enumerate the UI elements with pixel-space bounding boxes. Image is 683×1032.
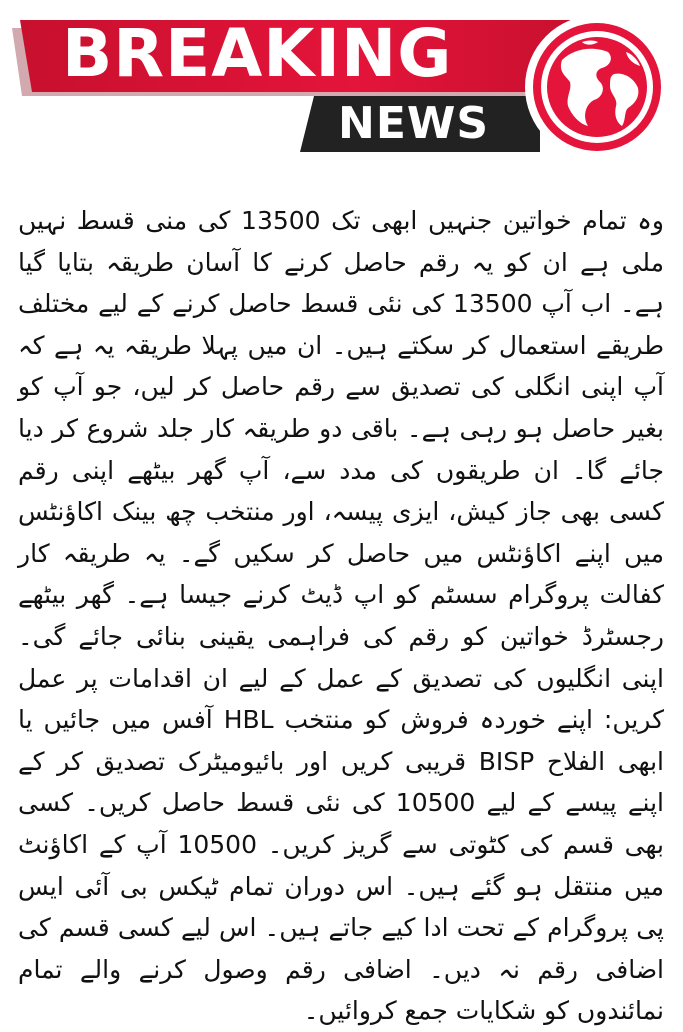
article-paragraph: وہ تمام خواتین جنہیں ابھی تک 13500 کی منی قسط نہیں ملی ہے ان کو یہ رقم حاصل کرنے کا آسان طریقہ بتایا گیا ہے۔ اب آپ 13500 کی نئی قسط حاصل کرنے کے لیے مختلف طریقے استعمال کر سکتے ہیں۔ ان میں پہلا طریقہ یہ ہے کہ آپ اپنی انگلی کی تصدیق سے رقم حاصل کر لیں، جو آپ کو بغیر حاصل ہو رہی ہے۔ باقی دو طریقہ کار جلد شروع کر دیا جائے گا۔ ان طریقوں کی مدد سے، آپ گھر بیٹھے اپنی رقم کسی بھی جاز کیش، ایزی پیسہ، اور منتخب چھ بینک اکاؤنٹس میں اپنے اکاؤنٹس میں حاصل کر سکیں گے۔ یہ طریقہ کار کفالت پروگرام سسٹم کو اپ ڈیٹ کرنے جیسا ہے۔ گھر بیٹھے رجسٹرڈ خواتین کو رقم کی فراہمی یقینی بنائی جائے گی۔ اپنی انگلیوں کی تصدیق کے عمل کے لیے ان اقدامات پر عمل کریں: اپنے خوردہ فروش کو منتخب HBL آفس میں جائیں یا ابھی الفلاح BISP قریبی کریں اور بائیومیٹرک تصدیق کر کے اپنے پیسے کے لیے 10500 کی نئی قسط حاصل کریں۔ کسی بھی قسم کی کٹوتی سے گریز کریں۔ 10500 آپ کے اکاؤنٹ میں منتقل ہو گئے ہیں۔ اس دوران تمام ٹیکس بی آئی ایس پی پروگرام کے تحت ادا کیے جاتے ہیں۔ اس لیے کسی قسم کی اضافی رقم نہ دیں۔ اضافی رقم وصول کرنے والے تمام نمائندوں کو شکایات جمع کروائیں۔ [18, 206, 665, 1026]
breaking-title: BREAKING [62, 15, 453, 92]
article-body [18, 200, 664, 1032]
globe-icon [522, 12, 672, 162]
news-title: NEWS [338, 98, 490, 149]
